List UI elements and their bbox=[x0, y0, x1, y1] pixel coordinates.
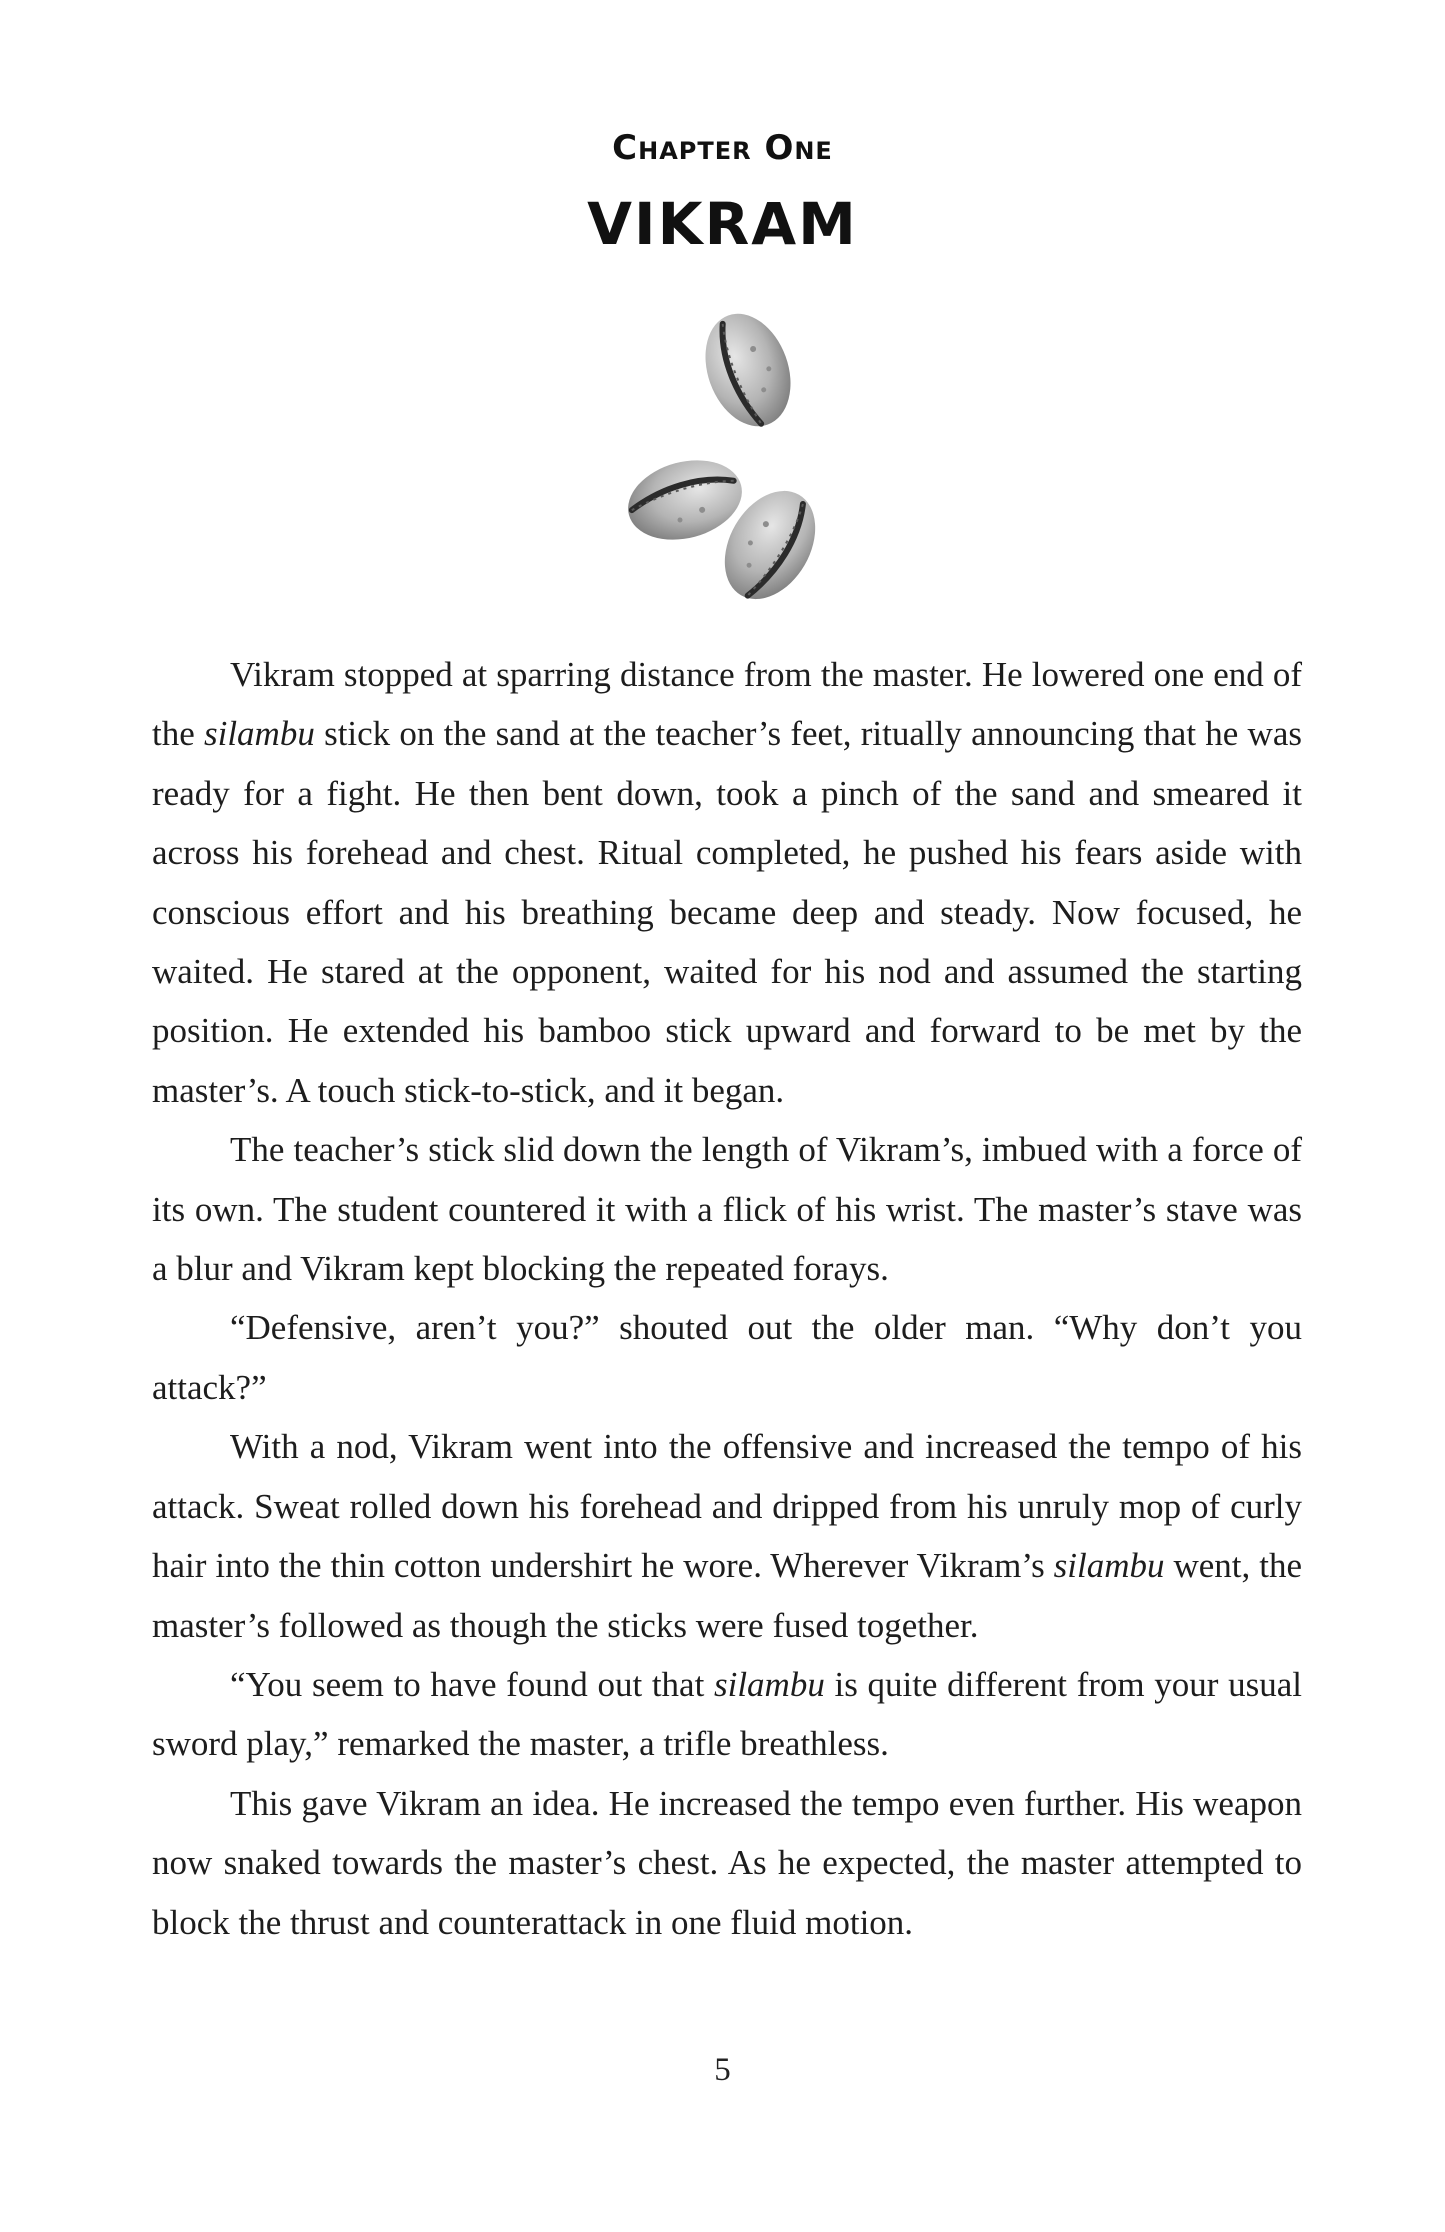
paragraph: This gave Vikram an idea. He increased the tempo even further. His weapon now snaked towards the master’s chest. As he expected, the master attempted to block the thrust and counterattack in one fluid motion. bbox=[152, 1783, 1302, 1942]
paragraph: With a nod, Vikram went into the offensive and increased the tempo of his attack. Sweat rolled down his forehead and dripped from his unruly mop of curly hair into the thin cotton undershirt he wore. Wherever Vikram’s silambu went, the master’s followed as though the sticks were fused together. bbox=[152, 1427, 1302, 1645]
paragraph: Vikram stopped at sparring distance from the master. He lowered one end of the silambu stick on the sand at the teacher’s feet, ritually announcing that he was ready for a fight. He then bent down, took a pinch of the sand and smeared it across his forehead and chest. Ritual completed, he pushed his fears aside with conscious effort and his breathing became deep and steady. Now focused, he waited. He stared at the opponent, waited for his nod and assumed the starting position. He extended his bamboo stick upward and forward to be met by the master’s. A touch stick-to-stick, and it began. bbox=[152, 655, 1302, 1110]
paragraph: “You seem to have found out that silambu is quite different from your usual sword play,” remarked the master, a trifle breathless. bbox=[152, 1664, 1302, 1764]
chapter-label: Chapter One bbox=[612, 128, 833, 168]
chapter-title: VIKRAM bbox=[587, 190, 858, 258]
page-number: 5 bbox=[714, 2052, 731, 2088]
italic-term: silambu bbox=[1053, 1546, 1165, 1586]
body-text bbox=[152, 645, 1302, 1952]
paragraph: “Defensive, aren’t you?” shouted out the older man. “Why don’t you attack?” bbox=[152, 1308, 1302, 1407]
italic-term: silambu bbox=[713, 1664, 825, 1704]
cowrie-shell-top bbox=[691, 302, 806, 438]
italic-term: silambu bbox=[203, 714, 315, 754]
cowrie-shells-icon bbox=[620, 300, 840, 630]
paragraph: The teacher’s stick slid down the length of Vikram’s, imbued with a force of its own. The student countered it with a flick of his wrist. The master’s stave was a blur and Vikram kept blocking the repeated forays. bbox=[152, 1130, 1302, 1289]
